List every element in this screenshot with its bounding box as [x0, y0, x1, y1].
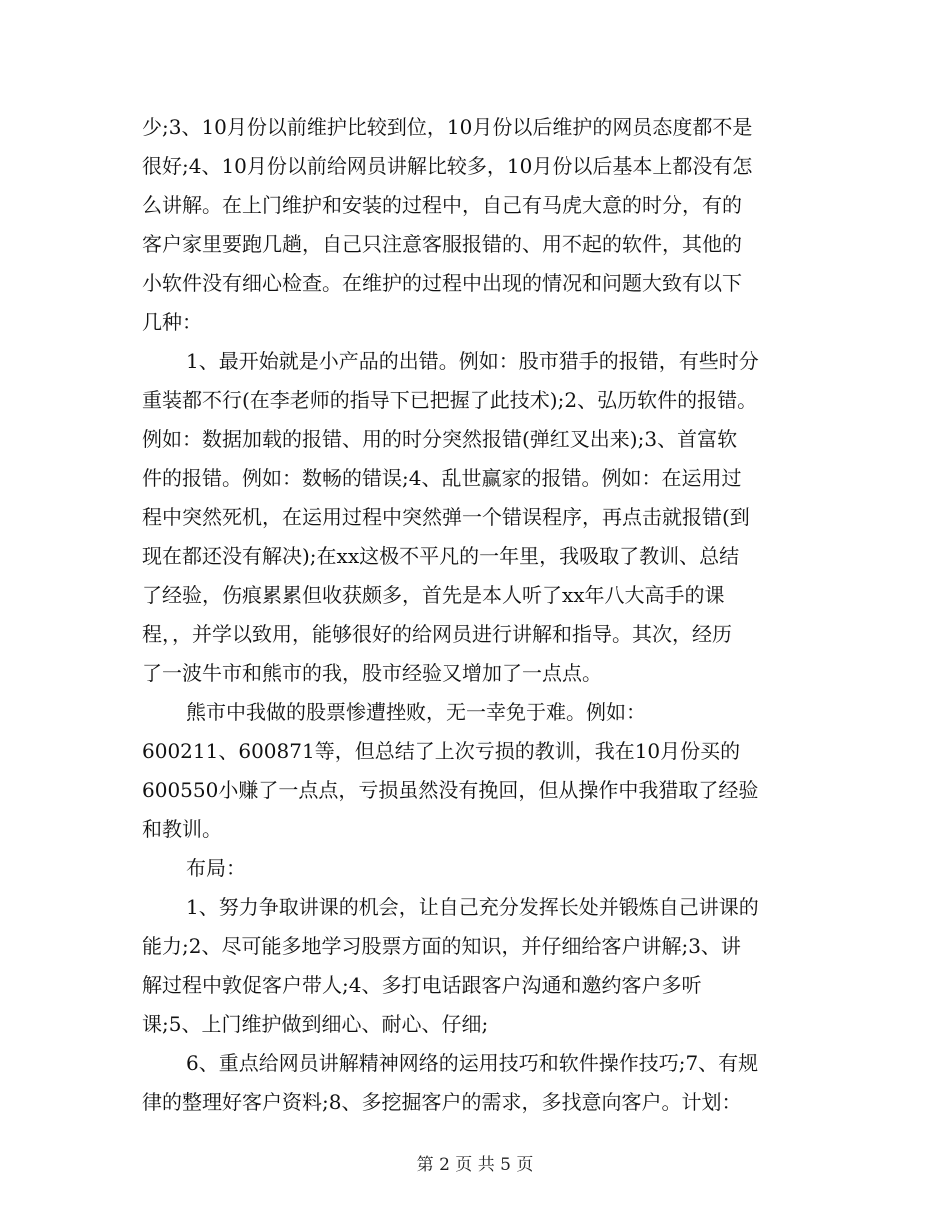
body-text [142, 108, 810, 1122]
text-line: 了一波牛市和熊市的我，股市经验又增加了一点点。 [142, 661, 602, 685]
paragraph [142, 888, 810, 1044]
text-line: 600550小赚了一点点，亏损虽然没有挽回，但从操作中我猎取了经验 [142, 778, 759, 802]
text-line: 少;3、10月份以前维护比较到位，10月份以后维护的网员态度都不是 [142, 115, 753, 139]
paragraph [142, 108, 810, 342]
paragraph [142, 1044, 810, 1122]
text-line: 例如：数据加载的报错、用的时分突然报错(弹红叉出来);3、首富软 [142, 427, 738, 451]
paragraph [142, 849, 810, 888]
text-line: 么讲解。在上门维护和安装的过程中，自己有马虎大意的时分，有的 [142, 193, 742, 217]
text-line: 解过程中敦促客户带人;4、多打电话跟客户沟通和邀约客户多听 [142, 973, 702, 997]
text-line: 600211、600871等，但总结了上次亏损的教训，我在10月份买的 [142, 739, 741, 763]
text-line: 程中突然死机，在运用过程中突然弹一个错误程序，再点击就报错(到 [142, 505, 750, 529]
text-line: 件的报错。例如：数畅的错误;4、乱世赢家的报错。例如：在运用过 [142, 466, 742, 490]
text-line: 小软件没有细心检查。在维护的过程中出现的情况和问题大致有以下 [142, 271, 742, 295]
text-line: 律的整理好客户资料;8、多挖掘客户的需求，多找意向客户。计划： [142, 1090, 742, 1114]
text-line: 1、最开始就是小产品的出错。例如：股市猎手的报错，有些时分 [186, 349, 759, 373]
section-heading: 布局： [186, 856, 246, 880]
text-line: 程，，并学以致用，能够很好的给网员进行讲解和指导。其次，经历 [142, 622, 732, 646]
text-line: 和教训。 [142, 817, 222, 841]
paragraph [142, 693, 810, 849]
text-line: 熊市中我做的股票惨遭挫败，无一幸免于难。例如： [186, 700, 646, 724]
text-line: 几种： [142, 310, 202, 334]
page-number-footer: 第 2 页 共 5 页 [416, 1155, 534, 1175]
paragraph [142, 342, 810, 693]
text-line: 6、重点给网员讲解精神网络的运用技巧和软件操作技巧;7、有规 [186, 1051, 759, 1075]
text-line: 1、努力争取讲课的机会，让自己充分发挥长处并锻炼自己讲课的 [186, 895, 759, 919]
text-line: 很好;4、10月份以前给网员讲解比较多，10月份以后基本上都没有怎 [142, 154, 753, 178]
text-line: 能力;2、尽可能多地学习股票方面的知识，并仔细给客户讲解;3、讲 [142, 934, 741, 958]
text-line: 重装都不行(在李老师的指导下已把握了此技术);2、弘历软件的报错。 [142, 388, 758, 412]
text-line: 课;5、上门维护做到细心、耐心、仔细; [142, 1012, 489, 1036]
text-line: 了经验，伤痕累累但收获颇多，首先是本人听了xx年八大高手的课 [142, 583, 725, 607]
text-line: 客户家里要跑几趟，自己只注意客服报错的、用不起的软件，其他的 [142, 232, 742, 256]
text-line: 现在都还没有解决);在xx这极不平凡的一年里，我吸取了教训、总结 [142, 544, 740, 568]
